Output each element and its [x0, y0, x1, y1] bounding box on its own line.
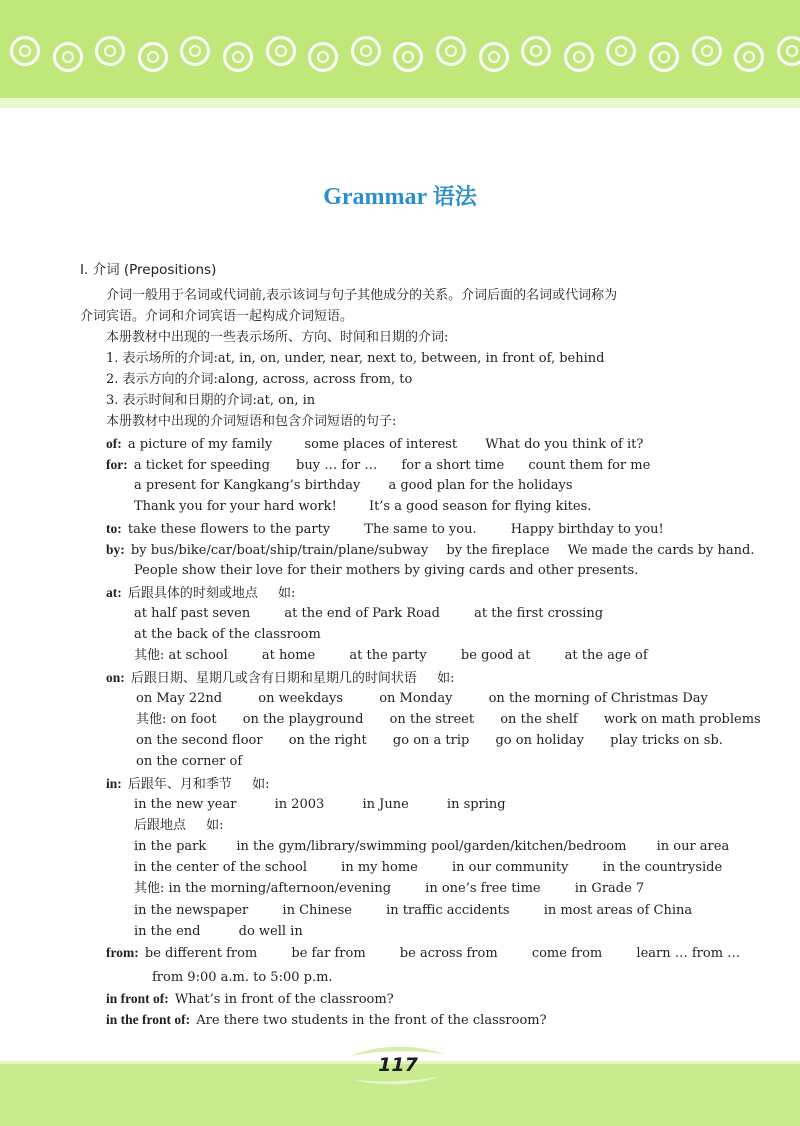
title-en: Grammar [323, 184, 427, 210]
in-row [106, 776, 269, 793]
for-row [106, 457, 650, 474]
phrase: in the gym/library/swimming pool/garden/kitchen/bedroom [236, 839, 627, 854]
phrase: in the new year [134, 797, 237, 812]
ring-icon [138, 42, 168, 72]
by-row [106, 542, 754, 559]
phrase: play tricks on sb. [610, 733, 723, 748]
in-row [134, 924, 303, 940]
keyword-in-the-front-of: in the front of: [106, 1012, 191, 1027]
ring-icon [479, 42, 509, 72]
phrase: a present for Kangkang’s birthday [134, 478, 361, 493]
in-front-of-row [106, 991, 394, 1008]
phrase: at the end of Park Road [284, 606, 441, 621]
example-label: 如: [206, 818, 224, 833]
phrase: on the right [288, 733, 367, 748]
phrase: at home [261, 648, 316, 663]
on-row [136, 733, 723, 749]
phrase: on the playground [242, 712, 364, 727]
phrase: be good at [460, 648, 531, 663]
ring-icon [777, 36, 800, 66]
phrase: do well in [238, 924, 303, 939]
example-label: 如: [252, 777, 270, 792]
keyword-in: in: [106, 776, 122, 791]
phrase: take these flowers to the party [127, 522, 331, 537]
in-row [134, 797, 506, 813]
rule-description: 后跟日期、星期几或含有日期和星期几的时间状语 [130, 671, 417, 686]
ring-icon [436, 36, 466, 66]
other-label: 其他: [134, 648, 165, 663]
title-cn: 语法 [432, 185, 477, 210]
phrase: on weekdays [258, 691, 344, 706]
phrase: on May 22nd [136, 691, 223, 706]
keyword-to: to: [106, 521, 122, 536]
phrase: at half past seven [134, 606, 251, 621]
for-row [134, 478, 573, 494]
keyword-from: from: [106, 945, 139, 960]
for-row [134, 499, 591, 515]
ring-icon [393, 42, 423, 72]
phrase: at the party [349, 648, 427, 663]
phrase: buy … for … [296, 458, 378, 473]
other-label: 其他: [136, 712, 167, 727]
header-stripe [0, 98, 800, 108]
page-number: 117 [378, 1054, 418, 1076]
list-item: 1. 表示场所的介词:at, in, on, under, near, next to, between, in front of, behind [106, 351, 605, 366]
phrase: in the end [134, 924, 201, 939]
phrase: in the morning/afternoon/evening [168, 881, 392, 896]
phrase: in the center of the school [134, 860, 308, 875]
phrase: count them for me [528, 458, 651, 473]
keyword-for: for: [106, 457, 128, 472]
decorative-rings [0, 34, 800, 74]
keyword-in-front-of: in front of: [106, 991, 169, 1006]
sentence: Thank you for your hard work! [134, 499, 337, 514]
phrase: be different from [144, 946, 258, 961]
phrase: for a short time [401, 458, 505, 473]
in-row [134, 903, 692, 919]
rule-description: 后跟地点 [134, 818, 187, 833]
in-the-front-of-row [106, 1012, 547, 1029]
phrase: a picture of my family [127, 437, 273, 452]
sentence: Are there two students in the front of the classroom? [196, 1013, 547, 1028]
at-row [134, 606, 603, 622]
phrase: What do you think of it? [485, 437, 644, 452]
by-sentence: People show their love for their mothers by giving cards and other presents. [134, 563, 639, 578]
phrase: in the countryside [602, 860, 723, 875]
phrase: in June [362, 797, 409, 812]
at-row [134, 648, 648, 664]
phrase: at the first crossing [474, 606, 604, 621]
phrase: in our community [452, 860, 569, 875]
intro-line: 介词宾语。介词和介词宾语一起构成介词短语。 [80, 309, 354, 324]
in-row [134, 860, 722, 876]
to-row [106, 521, 664, 538]
phrase: on the corner of [136, 754, 243, 769]
phrase: on Monday [379, 691, 453, 706]
phrase: by bus/bike/car/boat/ship/train/plane/subway [130, 543, 429, 558]
ring-icon [180, 36, 210, 66]
ring-icon [10, 36, 40, 66]
phrase: in our area [656, 839, 730, 854]
ring-icon [564, 42, 594, 72]
phrase: in Grade 7 [574, 881, 645, 896]
phrase: learn … from … [636, 946, 741, 961]
ring-icon [734, 42, 764, 72]
ring-icon [692, 36, 722, 66]
ring-icon [53, 42, 83, 72]
ring-icon [95, 36, 125, 66]
sentence: It’s a good season for flying kites. [368, 499, 592, 514]
phrase: work on math problems [603, 712, 761, 727]
phrase: at the age of [564, 648, 648, 663]
section-heading: Ⅰ. 介词 (Prepositions) [80, 262, 217, 278]
phrase: a good plan for the holidays [388, 478, 573, 493]
rule-description: 后跟年、月和季节 [127, 777, 232, 792]
list-item: 2. 表示方向的介词:along, across, across from, to [106, 372, 413, 387]
ring-icon [606, 36, 636, 66]
phrase: on foot [170, 712, 217, 727]
ring-icon [351, 36, 381, 66]
other-label: 其他: [134, 881, 165, 896]
phrase: in one’s free time [425, 881, 541, 896]
page-number-badge [348, 1046, 438, 1082]
in-row [134, 839, 729, 855]
phrase: on the street [389, 712, 475, 727]
phrase: on the shelf [500, 712, 578, 727]
phrases-intro: 本册教材中出现的介词短语和包含介词短语的句子: [106, 414, 397, 429]
keyword-by: by: [106, 542, 125, 557]
on-row [136, 712, 761, 728]
phrase: at school [168, 648, 228, 663]
phrase: in my home [341, 860, 418, 875]
phrase: some places of interest [304, 437, 458, 452]
phrase: go on holiday [495, 733, 585, 748]
phrase: in traffic accidents [386, 903, 510, 918]
phrase: by the fireplace [446, 543, 550, 558]
page-title [0, 180, 800, 211]
keyword-of: of: [106, 436, 122, 451]
in-row [134, 818, 224, 834]
phrase: a ticket for speeding [133, 458, 270, 473]
sentence: What’s in front of the classroom? [174, 992, 394, 1007]
sentence: The same to you. [364, 522, 477, 537]
example-label: 如: [437, 671, 455, 686]
intro-line: 本册教材中出现的一些表示场所、方向、时间和日期的介词: [106, 330, 449, 345]
example-label: 如: [278, 586, 296, 601]
phrase: go on a trip [392, 733, 470, 748]
phrase: in the park [134, 839, 207, 854]
intro-line: 介词一般用于名词或代词前,表示该词与句子其他成分的关系。介词后面的名词或代词称为 [106, 288, 618, 303]
keyword-on: on: [106, 670, 125, 685]
on-row [106, 670, 454, 687]
ring-icon [223, 42, 253, 72]
at-row [106, 585, 295, 602]
phrase: in the newspaper [134, 903, 249, 918]
phrase: on the second floor [136, 733, 263, 748]
phrase: come from [531, 946, 603, 961]
list-item: 3. 表示时间和日期的介词:at, on, in [106, 393, 316, 408]
ring-icon [649, 42, 679, 72]
on-row [136, 691, 708, 707]
ring-icon [308, 42, 338, 72]
keyword-at: at: [106, 585, 122, 600]
ring-icon [266, 36, 296, 66]
sentence: We made the cards by hand. [567, 543, 755, 558]
ring-icon [521, 36, 551, 66]
phrase: from 9:00 a.m. to 5:00 p.m. [152, 970, 333, 985]
phrase: at the back of the classroom [134, 627, 321, 642]
of-row [106, 436, 643, 453]
from-row [106, 945, 740, 962]
sentence: Happy birthday to you! [510, 522, 664, 537]
in-row [134, 881, 644, 897]
phrase: be far from [291, 946, 366, 961]
phrase: in 2003 [274, 797, 325, 812]
phrase: in most areas of China [543, 903, 693, 918]
phrase: in Chinese [282, 903, 352, 918]
phrase: on the morning of Christmas Day [488, 691, 708, 706]
phrase: in spring [446, 797, 506, 812]
rule-description: 后跟具体的时刻或地点 [127, 586, 258, 601]
phrase: be across from [399, 946, 498, 961]
